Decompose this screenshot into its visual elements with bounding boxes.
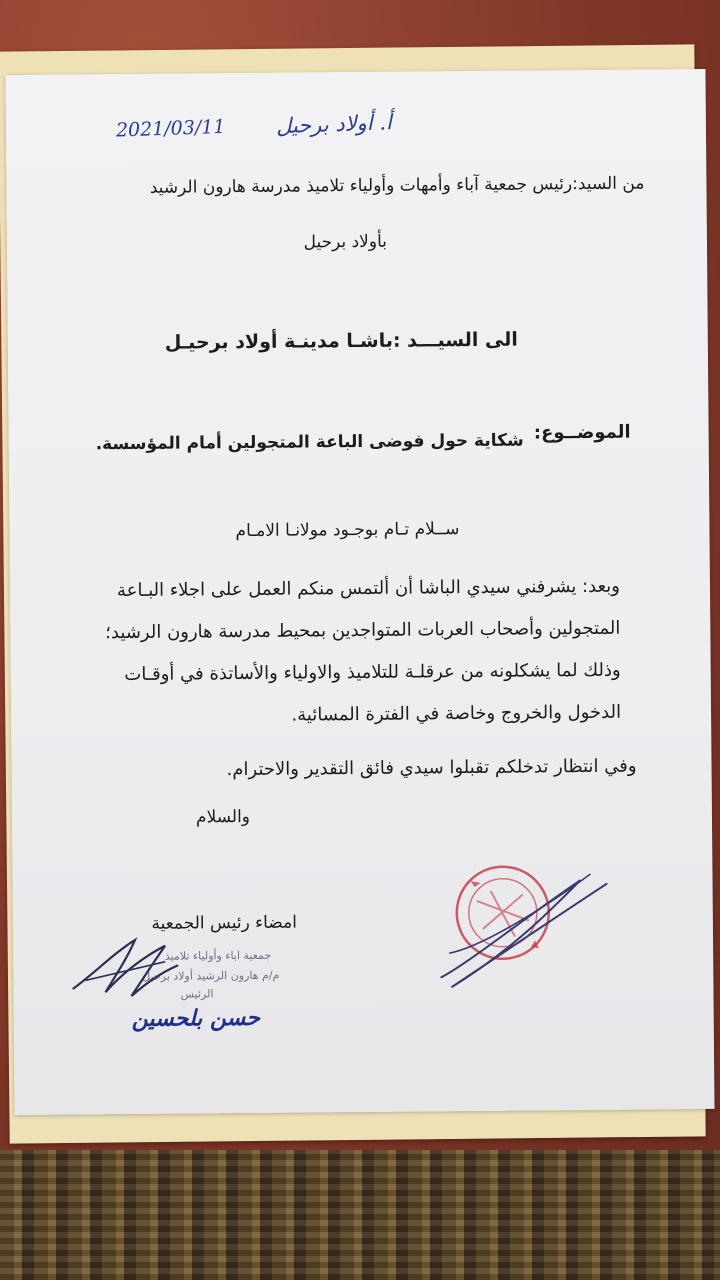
from-line: من السيد:رئيس جمعية آباء وأمهات وأولياء تلاميذ مدرسة هارون الرشيد <box>149 173 645 198</box>
handwritten-date: 2021/03/11 <box>115 115 226 142</box>
body-line-1: وبعد: يشرفني سيدي الباشا أن ألتمس منكم العمل على اجلاء البـاعة <box>116 575 621 602</box>
recipient-line: الى السيـــد :باشـا مدينـة أولاد برحيـل <box>164 328 518 354</box>
subject-text: شكاية حول فوضى الباعة المتجولين أمام المؤسسة. <box>95 430 524 455</box>
body-line-3: وذلك لما يشكلونه من عرقلـة للتلاميذ والاولياء والأساتذة في أوقـات <box>124 659 621 686</box>
body-line-2: المتجولين وأصحاب العربات المتواجدين بمحيط مدرسة هارون الرشيد؛ <box>105 617 621 644</box>
signature-label: امضاء رئيس الجمعية <box>151 912 297 934</box>
body-line-4: الدخول والخروج وخاصة في الفترة المسائية. <box>291 701 622 726</box>
handwritten-note: أ. أولاد برحيل <box>275 110 393 139</box>
stamp-line-3: الرئيس <box>180 987 214 1001</box>
letter-page <box>5 69 714 1115</box>
from-location: بأولاد برحيل <box>303 231 388 253</box>
carpet-background <box>0 1150 720 1280</box>
closing-request: وفي انتظار تدخلكم تقبلوا سيدي فائق التقدير والاحترام. <box>226 755 637 781</box>
subject-label: الموضــوع: <box>533 421 631 444</box>
president-signature <box>65 932 186 1003</box>
stamp-line-2: م/م هارون الرشيد أولاد برحيل <box>142 968 280 983</box>
greeting: ســلام تـام بوجـود مولانـا الامـام <box>235 519 460 542</box>
stamp-line-1: جمعية اباء وأولياء تلاميذ <box>164 948 272 963</box>
official-stamp <box>430 850 611 1002</box>
salutation: والسلام <box>195 806 251 828</box>
signed-name: حسن بلحسين <box>131 1004 261 1033</box>
